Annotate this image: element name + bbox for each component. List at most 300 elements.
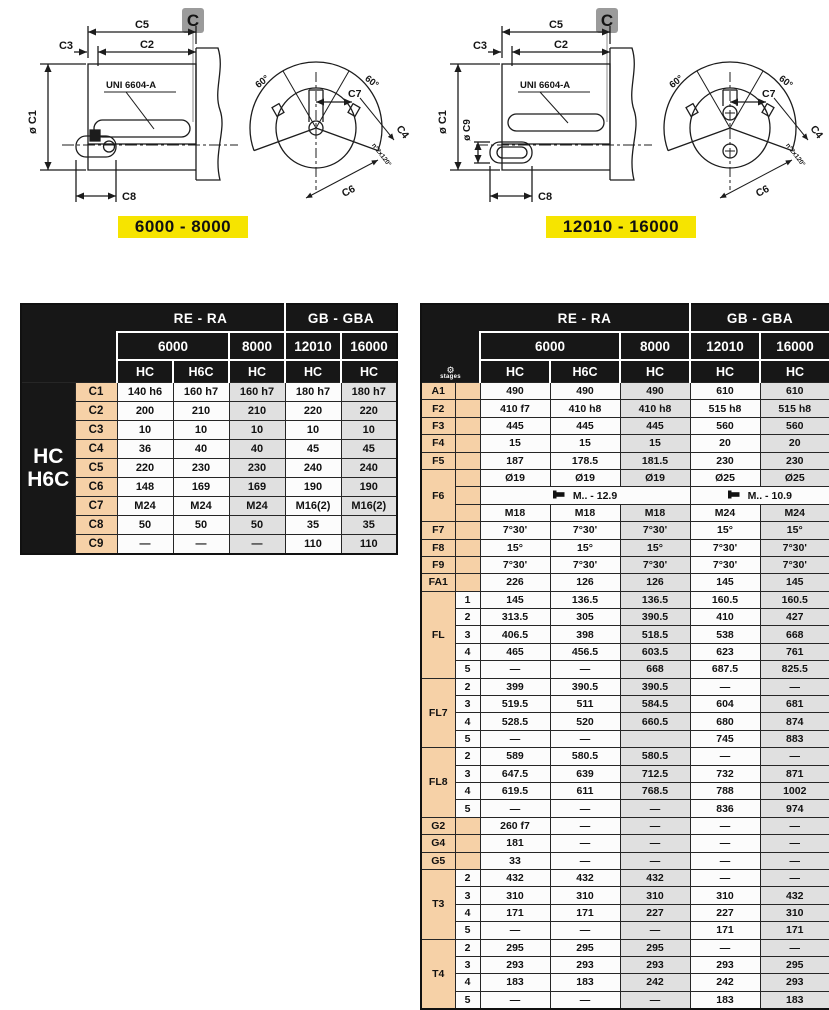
stage-cell: 2 xyxy=(455,748,480,765)
table-row xyxy=(421,800,829,817)
value-cell: — xyxy=(620,800,690,817)
value-cell: 584.5 xyxy=(620,696,690,713)
value-cell: — xyxy=(760,817,829,834)
value-cell: Ø25 xyxy=(760,469,829,486)
value-cell: 169 xyxy=(229,478,285,497)
value-cell: 604 xyxy=(690,696,760,713)
value-cell: 445 xyxy=(620,417,690,434)
table-row xyxy=(421,974,829,991)
table-row xyxy=(421,956,829,973)
value-cell: M24 xyxy=(690,504,760,521)
value-cell: 445 xyxy=(550,417,620,434)
value-cell: 183 xyxy=(760,991,829,1009)
value-cell: 40 xyxy=(173,440,229,459)
screw-class-cell xyxy=(690,487,829,504)
stage-cell: 4 xyxy=(455,643,480,660)
stage-cell xyxy=(455,852,480,869)
table-row xyxy=(421,556,829,573)
value-cell: 226 xyxy=(480,574,550,591)
type-header: HC xyxy=(690,360,760,383)
stage-cell xyxy=(455,835,480,852)
value-cell: 240 xyxy=(341,459,397,478)
value-cell: M18 xyxy=(620,504,690,521)
row-label: FL xyxy=(421,591,455,678)
value-cell: 242 xyxy=(690,974,760,991)
value-cell: — xyxy=(760,939,829,956)
table-row xyxy=(421,991,829,1009)
value-cell: 520 xyxy=(550,713,620,730)
table-row xyxy=(421,435,829,452)
value-cell: 310 xyxy=(690,887,760,904)
table-row xyxy=(21,421,397,440)
value-cell: 390.5 xyxy=(550,678,620,695)
screw-class-text: M.. - 12.9 xyxy=(572,489,618,502)
stage-cell xyxy=(455,417,480,434)
group-header-re-ra: RE - RA xyxy=(480,304,690,332)
value-cell: 712.5 xyxy=(620,765,690,782)
stage-cell: 1 xyxy=(455,591,480,608)
value-cell: 145 xyxy=(480,591,550,608)
row-label: A1 xyxy=(421,383,455,400)
row-label: C8 xyxy=(75,516,117,535)
value-cell: 160.5 xyxy=(690,591,760,608)
value-cell: 230 xyxy=(173,459,229,478)
value-cell: 136.5 xyxy=(550,591,620,608)
row-label: F9 xyxy=(421,556,455,573)
value-cell: 490 xyxy=(550,383,620,400)
row-label: FL8 xyxy=(421,748,455,818)
value-cell: 220 xyxy=(341,402,397,421)
spec-uni: UNI 6604-A xyxy=(520,80,571,91)
value-cell: M18 xyxy=(550,504,620,521)
value-cell: 619.5 xyxy=(480,782,550,799)
value-cell: 623 xyxy=(690,643,760,660)
value-cell: 180 h7 xyxy=(285,383,341,402)
value-cell: 242 xyxy=(620,974,690,991)
value-cell: 45 xyxy=(285,440,341,459)
value-cell: 35 xyxy=(341,516,397,535)
side-label-line: HC xyxy=(33,445,64,468)
value-cell: 187 xyxy=(480,452,550,469)
left-table xyxy=(20,303,398,555)
value-cell: — xyxy=(550,852,620,869)
value-cell: 33 xyxy=(480,852,550,869)
value-cell: 15 xyxy=(620,435,690,452)
value-cell: — xyxy=(690,678,760,695)
row-label: F7 xyxy=(421,522,455,539)
table-row xyxy=(421,383,829,400)
value-cell: 580.5 xyxy=(620,748,690,765)
value-cell: 7°30' xyxy=(760,539,829,556)
value-cell: 183 xyxy=(690,991,760,1009)
value-cell: — xyxy=(480,730,550,747)
group-header-gb-gba: GB - GBA xyxy=(690,304,829,332)
stage-cell xyxy=(455,383,480,400)
value-cell: Ø19 xyxy=(480,469,550,486)
value-cell: 610 xyxy=(690,383,760,400)
value-cell: — xyxy=(550,835,620,852)
value-cell: 126 xyxy=(620,574,690,591)
table-row xyxy=(421,643,829,660)
value-cell: 126 xyxy=(550,574,620,591)
table-row xyxy=(421,852,829,869)
value-cell: 160 h7 xyxy=(173,383,229,402)
row-label: T4 xyxy=(421,939,455,1009)
value-cell: 260 f7 xyxy=(480,817,550,834)
value-cell: 190 xyxy=(341,478,397,497)
value-cell: 40 xyxy=(229,440,285,459)
value-cell: 178.5 xyxy=(550,452,620,469)
value-cell: 7°30' xyxy=(480,522,550,539)
value-cell: M18 xyxy=(480,504,550,521)
value-cell: 406.5 xyxy=(480,626,550,643)
table-row xyxy=(21,402,397,421)
value-cell: 456.5 xyxy=(550,643,620,660)
value-cell: 560 xyxy=(690,417,760,434)
value-cell: 15° xyxy=(690,522,760,539)
row-label: C7 xyxy=(75,497,117,516)
section-tag-letter: C xyxy=(186,11,200,30)
value-cell: 145 xyxy=(690,574,760,591)
value-cell: 611 xyxy=(550,782,620,799)
stage-cell xyxy=(455,556,480,573)
value-cell: 15 xyxy=(550,435,620,452)
table-row xyxy=(21,440,397,459)
value-cell: 230 xyxy=(760,452,829,469)
dim-c2: C2 xyxy=(553,39,569,51)
value-cell: 410 f7 xyxy=(480,400,550,417)
value-cell: 732 xyxy=(690,765,760,782)
value-cell: 10 xyxy=(341,421,397,440)
value-cell: 169 xyxy=(173,478,229,497)
value-cell: 295 xyxy=(760,956,829,973)
value-cell: 610 xyxy=(760,383,829,400)
side-label-line: H6C xyxy=(27,468,70,491)
value-cell: Ø25 xyxy=(690,469,760,486)
value-cell: — xyxy=(480,800,550,817)
size-header: 6000 xyxy=(117,332,229,360)
value-cell: 295 xyxy=(480,939,550,956)
value-cell: — xyxy=(760,678,829,695)
table-row xyxy=(421,904,829,921)
table-row xyxy=(421,765,829,782)
type-header: HC xyxy=(341,360,397,383)
value-cell: 295 xyxy=(620,939,690,956)
size-header: 16000 xyxy=(760,332,829,360)
dim-60-left: 60° xyxy=(667,73,686,91)
value-cell: 390.5 xyxy=(620,609,690,626)
spec-uni: UNI 6604-A xyxy=(106,80,157,91)
size-header: 16000 xyxy=(341,332,397,360)
value-cell: — xyxy=(760,835,829,852)
value-cell: 313.5 xyxy=(480,609,550,626)
value-cell: 293 xyxy=(620,956,690,973)
stage-cell: 3 xyxy=(455,956,480,973)
table-row xyxy=(421,869,829,886)
right-drawing xyxy=(420,2,825,214)
size-header: 8000 xyxy=(620,332,690,360)
value-cell: 145 xyxy=(760,574,829,591)
dim-c6: C6 xyxy=(339,182,358,200)
value-cell: 227 xyxy=(620,904,690,921)
value-cell: 432 xyxy=(480,869,550,886)
stage-cell xyxy=(455,817,480,834)
screw-class-cell xyxy=(480,487,690,504)
value-cell: 15° xyxy=(620,539,690,556)
dim-c8: C8 xyxy=(122,191,137,203)
size-badge-6000-8000: 6000 - 8000 xyxy=(118,216,248,238)
row-label: G5 xyxy=(421,852,455,869)
value-cell: 15° xyxy=(550,539,620,556)
value-cell: 7°30' xyxy=(480,556,550,573)
value-cell: 310 xyxy=(620,887,690,904)
value-cell: 183 xyxy=(550,974,620,991)
left-table-body xyxy=(21,383,397,555)
value-cell xyxy=(620,730,690,747)
right-table-head xyxy=(421,304,829,383)
value-cell: 220 xyxy=(285,402,341,421)
stage-cell xyxy=(455,487,480,504)
table-row xyxy=(421,922,829,939)
type-header: HC xyxy=(480,360,550,383)
size-header: 12010 xyxy=(285,332,341,360)
row-label: C5 xyxy=(75,459,117,478)
stage-cell: 3 xyxy=(455,765,480,782)
stage-cell: 5 xyxy=(455,730,480,747)
table-row xyxy=(421,539,829,556)
value-cell: 15° xyxy=(760,522,829,539)
table-row xyxy=(421,400,829,417)
value-cell: 230 xyxy=(229,459,285,478)
group-header-re-ra: RE - RA xyxy=(117,304,285,332)
type-header: HC xyxy=(620,360,690,383)
value-cell: — xyxy=(760,869,829,886)
value-cell: — xyxy=(690,869,760,886)
value-cell: 432 xyxy=(620,869,690,886)
dim-c5: C5 xyxy=(134,19,150,31)
dim-60-right: 60° xyxy=(776,73,795,91)
table-row xyxy=(21,459,397,478)
table-row xyxy=(421,782,829,799)
value-cell: 668 xyxy=(760,626,829,643)
group-header-gb-gba: GB - GBA xyxy=(285,304,397,332)
stage-cell: 5 xyxy=(455,800,480,817)
table-row xyxy=(421,713,829,730)
value-cell: — xyxy=(480,922,550,939)
value-cell: 410 xyxy=(690,609,760,626)
stage-cell xyxy=(455,574,480,591)
value-cell: 1002 xyxy=(760,782,829,799)
value-cell: 519.5 xyxy=(480,696,550,713)
left-table-head xyxy=(21,304,397,383)
value-cell: Ø19 xyxy=(620,469,690,486)
right-table xyxy=(420,303,829,1010)
value-cell: 7°30' xyxy=(620,522,690,539)
row-label: F4 xyxy=(421,435,455,452)
value-cell: — xyxy=(117,535,173,555)
table-row xyxy=(21,478,397,497)
stage-cell xyxy=(455,469,480,486)
value-cell: 788 xyxy=(690,782,760,799)
row-label: F8 xyxy=(421,539,455,556)
value-cell: 538 xyxy=(690,626,760,643)
right-table-body xyxy=(421,383,829,1010)
value-cell: 36 xyxy=(117,440,173,459)
value-cell: — xyxy=(760,748,829,765)
table-row xyxy=(421,730,829,747)
size-header: 12010 xyxy=(690,332,760,360)
value-cell: 825.5 xyxy=(760,661,829,678)
value-cell: 181 xyxy=(480,835,550,852)
left-drawing xyxy=(6,2,411,214)
value-cell: 687.5 xyxy=(690,661,760,678)
value-cell: M24 xyxy=(229,497,285,516)
table-row xyxy=(421,835,829,852)
row-label: C6 xyxy=(75,478,117,497)
type-header: HC xyxy=(229,360,285,383)
section-tag-letter: C xyxy=(600,11,614,30)
value-cell: 35 xyxy=(285,516,341,535)
stage-cell: 5 xyxy=(455,661,480,678)
value-cell: 140 h6 xyxy=(117,383,173,402)
row-label: C2 xyxy=(75,402,117,421)
value-cell: 528.5 xyxy=(480,713,550,730)
stages-icon: ⚙ xyxy=(446,365,455,375)
table-row xyxy=(21,383,397,402)
value-cell: 589 xyxy=(480,748,550,765)
row-label: F5 xyxy=(421,452,455,469)
table-row xyxy=(421,661,829,678)
value-cell: 160 h7 xyxy=(229,383,285,402)
value-cell: — xyxy=(550,800,620,817)
value-cell: 136.5 xyxy=(620,591,690,608)
value-cell: 220 xyxy=(117,459,173,478)
table-row xyxy=(421,417,829,434)
value-cell: 310 xyxy=(760,904,829,921)
size-header: 6000 xyxy=(480,332,620,360)
type-header: H6C xyxy=(173,360,229,383)
stage-cell xyxy=(455,452,480,469)
row-label: C9 xyxy=(75,535,117,555)
value-cell: 399 xyxy=(480,678,550,695)
dim-c7: C7 xyxy=(762,88,776,100)
table-row xyxy=(21,516,397,535)
value-cell: 181.5 xyxy=(620,452,690,469)
table-row xyxy=(421,939,829,956)
value-cell: 836 xyxy=(690,800,760,817)
value-cell: 110 xyxy=(285,535,341,555)
type-header: HC xyxy=(760,360,829,383)
value-cell: 45 xyxy=(341,440,397,459)
row-label: FL7 xyxy=(421,678,455,748)
bolt-icon xyxy=(728,490,740,502)
value-cell: 761 xyxy=(760,643,829,660)
value-cell: — xyxy=(229,535,285,555)
table-row xyxy=(421,696,829,713)
value-cell: 200 xyxy=(117,402,173,421)
value-cell: 7°30' xyxy=(550,522,620,539)
value-cell: 171 xyxy=(480,904,550,921)
value-cell: 432 xyxy=(550,869,620,886)
value-cell: 7°30' xyxy=(690,539,760,556)
value-cell: 515 h8 xyxy=(690,400,760,417)
table-row xyxy=(421,487,829,504)
table-row xyxy=(21,535,397,555)
dim-c2: C2 xyxy=(139,39,155,51)
value-cell: — xyxy=(550,991,620,1009)
row-label: FA1 xyxy=(421,574,455,591)
value-cell: M24 xyxy=(173,497,229,516)
table-row xyxy=(421,626,829,643)
value-cell: 427 xyxy=(760,609,829,626)
dim-c6: C6 xyxy=(753,182,772,200)
value-cell: 410 h8 xyxy=(620,400,690,417)
dim-c1: ø C1 xyxy=(27,110,39,134)
value-cell: 20 xyxy=(760,435,829,452)
value-cell: 680 xyxy=(690,713,760,730)
value-cell: 230 xyxy=(690,452,760,469)
value-cell: — xyxy=(620,852,690,869)
value-cell: 490 xyxy=(620,383,690,400)
value-cell: M24 xyxy=(760,504,829,521)
value-cell: 580.5 xyxy=(550,748,620,765)
bolt-note: n°2x120° xyxy=(784,142,807,168)
value-cell: 183 xyxy=(480,974,550,991)
size-header: 8000 xyxy=(229,332,285,360)
value-cell: 398 xyxy=(550,626,620,643)
value-cell: 432 xyxy=(760,887,829,904)
table-row xyxy=(421,591,829,608)
value-cell: 295 xyxy=(550,939,620,956)
table-row xyxy=(421,678,829,695)
value-cell: — xyxy=(173,535,229,555)
value-cell: 190 xyxy=(285,478,341,497)
row-label: F2 xyxy=(421,400,455,417)
value-cell: 410 h8 xyxy=(550,400,620,417)
row-label: C3 xyxy=(75,421,117,440)
stage-cell: 3 xyxy=(455,887,480,904)
value-cell: — xyxy=(690,748,760,765)
corner-cell xyxy=(21,304,117,383)
dim-c9: ø C9 xyxy=(462,119,473,141)
value-cell: 50 xyxy=(229,516,285,535)
value-cell: 660.5 xyxy=(620,713,690,730)
value-cell: 7°30' xyxy=(690,556,760,573)
value-cell: — xyxy=(620,922,690,939)
type-header: H6C xyxy=(550,360,620,383)
table-row xyxy=(421,574,829,591)
screw-class-text: M.. - 10.9 xyxy=(747,489,792,502)
row-label: T3 xyxy=(421,869,455,939)
value-cell: — xyxy=(480,991,550,1009)
stage-cell: 5 xyxy=(455,922,480,939)
value-cell: — xyxy=(690,939,760,956)
value-cell: 390.5 xyxy=(620,678,690,695)
size-badge-12010-16000: 12010 - 16000 xyxy=(546,216,696,238)
dim-c5: C5 xyxy=(548,19,564,31)
value-cell: 293 xyxy=(760,974,829,991)
stage-cell xyxy=(455,400,480,417)
stage-cell xyxy=(455,522,480,539)
value-cell: 50 xyxy=(117,516,173,535)
value-cell: 10 xyxy=(173,421,229,440)
dim-c4: C4 xyxy=(393,123,411,142)
value-cell: — xyxy=(690,835,760,852)
corner-cell xyxy=(421,304,480,360)
value-cell: 639 xyxy=(550,765,620,782)
value-cell: 10 xyxy=(117,421,173,440)
value-cell: 490 xyxy=(480,383,550,400)
